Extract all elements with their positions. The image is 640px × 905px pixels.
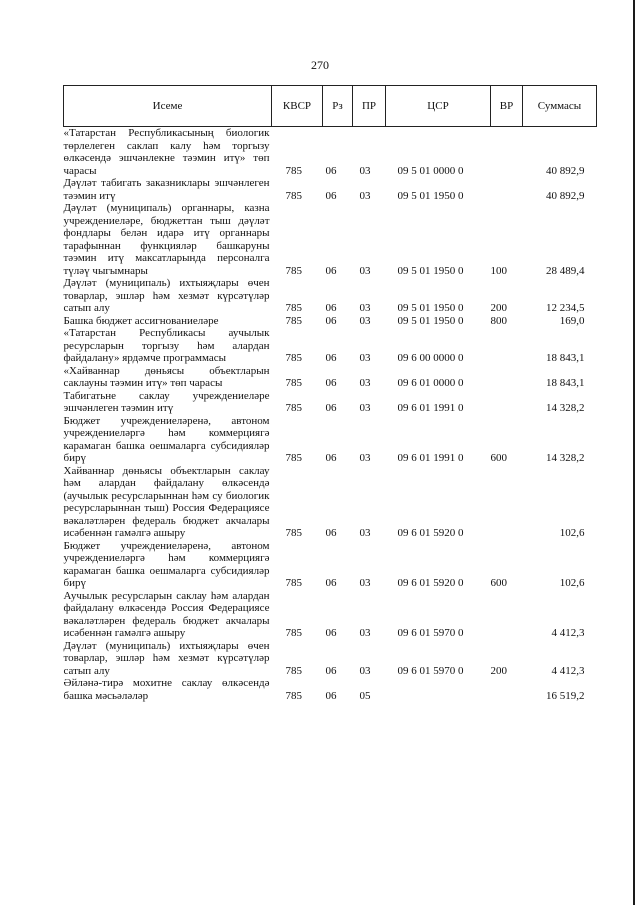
cell-pr: 03 xyxy=(359,264,371,277)
cell-pr: 03 xyxy=(359,402,371,414)
table-row xyxy=(64,315,597,328)
cell-rz: 06 xyxy=(325,352,337,364)
cell-name: Дәүләт (муниципаль) ихтыяҗлары өчен товарлар, эшләр һәм хезмәт күрсәтүләр сатып алу xyxy=(63,277,270,314)
cell-rz: 06 xyxy=(325,452,337,464)
cell-vr xyxy=(491,465,523,540)
cell-rz: 06 xyxy=(325,164,337,177)
cell-csr: 09 6 01 5920 0 xyxy=(397,577,464,589)
cell-rz: 06 xyxy=(325,627,337,639)
cell-sum: 16 519,2 xyxy=(546,689,585,702)
cell-vr xyxy=(491,327,523,365)
cell-csr: 09 5 01 1950 0 xyxy=(397,264,464,277)
cell-rz: 06 xyxy=(325,689,337,702)
cell-csr: 09 6 01 5920 0 xyxy=(397,527,464,539)
cell-pr: 03 xyxy=(359,627,371,639)
cell-vr xyxy=(491,127,523,178)
header-pr: ПР xyxy=(353,86,386,127)
cell-pr: 03 xyxy=(359,527,371,539)
cell-sum: 14 328,2 xyxy=(546,452,585,464)
cell-kvsr: 785 xyxy=(285,627,302,639)
cell-pr: 05 xyxy=(359,689,371,702)
header-sum: Суммасы xyxy=(523,86,597,127)
cell-name: «Хайваннар дөньясы объектларын саклауны тәэмин итү» төп чарасы xyxy=(63,364,270,389)
table-row xyxy=(64,365,597,390)
cell-csr: 09 6 00 0000 0 xyxy=(397,352,464,364)
cell-vr: 100 xyxy=(490,264,507,277)
cell-csr: 09 5 01 1950 0 xyxy=(397,302,464,314)
cell-name: Аучылык ресурсларын саклау һәм алардан файдалану өлкәсендә Россия Федерациясе вәкаләтләрен федераль бюджет акчалары исәбеннән гамәлгә ашыру xyxy=(63,589,270,639)
header-name: Исеме xyxy=(64,86,272,127)
budget-table xyxy=(63,85,597,702)
scan-edge-line xyxy=(633,0,635,905)
cell-name: Дәүләт табигать заказниклары эшчәнлеген тәэмин итү xyxy=(63,177,270,202)
cell-name: Бюджет учреждениеләренә, автоном учреждениеләргә һәм коммерциягә карамаган башка оешмаларга субсидияләр бирү xyxy=(63,414,270,464)
cell-name: Башка бюджет ассигнованиеләре xyxy=(63,314,219,327)
cell-sum: 4 412,3 xyxy=(551,627,585,639)
cell-vr xyxy=(491,365,523,390)
cell-vr xyxy=(491,390,523,415)
cell-csr: 09 5 01 1950 0 xyxy=(397,189,464,202)
cell-sum: 18 843,1 xyxy=(546,352,585,364)
cell-kvsr: 785 xyxy=(285,164,302,177)
cell-pr: 03 xyxy=(359,302,371,314)
table-row xyxy=(64,540,597,590)
cell-vr: 800 xyxy=(490,314,507,327)
cell-kvsr: 785 xyxy=(285,377,302,389)
cell-vr xyxy=(491,590,523,640)
header-rz: Рз xyxy=(323,86,353,127)
cell-kvsr: 785 xyxy=(285,352,302,364)
cell-csr: 09 6 01 1991 0 xyxy=(397,452,464,464)
cell-pr: 03 xyxy=(359,377,371,389)
cell-rz: 06 xyxy=(325,264,337,277)
table-row xyxy=(64,127,597,178)
cell-csr: 09 6 01 1991 0 xyxy=(397,402,464,414)
table-row xyxy=(64,177,597,202)
table-row xyxy=(64,277,597,315)
table-row xyxy=(64,390,597,415)
cell-rz: 06 xyxy=(325,314,337,327)
cell-csr: 09 5 01 0000 0 xyxy=(397,164,464,177)
header-vr: ВР xyxy=(491,86,523,127)
table-row xyxy=(64,465,597,540)
cell-kvsr: 785 xyxy=(285,664,302,677)
cell-sum: 28 489,4 xyxy=(546,264,585,277)
table-row xyxy=(64,415,597,465)
cell-name: «Татарстан Республикасының биологик төрлелеген саклап калу һәм торгызу өлкәсендә эшчәнлекне тәэмин итү» төп чарасы xyxy=(63,127,270,177)
cell-sum: 102,6 xyxy=(559,577,585,589)
cell-csr xyxy=(386,677,491,702)
cell-pr: 03 xyxy=(359,164,371,177)
page-number: 270 xyxy=(311,58,329,72)
cell-sum: 12 234,5 xyxy=(546,302,585,314)
cell-vr: 600 xyxy=(490,577,507,589)
cell-csr: 09 5 01 1950 0 xyxy=(397,314,464,327)
cell-name: «Татарстан Республикасы аучылык ресурсларын торгызу һәм алардан файдалану» ярдәмче программасы xyxy=(63,327,270,364)
cell-rz: 06 xyxy=(325,402,337,414)
cell-pr: 03 xyxy=(359,452,371,464)
cell-rz: 06 xyxy=(325,302,337,314)
table-row xyxy=(64,202,597,277)
cell-csr: 09 6 01 0000 0 xyxy=(397,377,464,389)
cell-name: Дәүләт (муниципаль) органнары, казна учреждениеләре, бюджеттан тыш дәүләт фондлары белән идарә итү органнары тарафыннан функцияләр башкаруны тәэмин итү максатларында персоналга түләү чыгымнары xyxy=(63,202,270,277)
cell-rz: 06 xyxy=(325,377,337,389)
cell-vr: 200 xyxy=(490,664,507,677)
cell-csr: 09 6 01 5970 0 xyxy=(397,627,464,639)
cell-sum: 102,6 xyxy=(559,527,585,539)
cell-kvsr: 785 xyxy=(285,302,302,314)
cell-pr: 03 xyxy=(359,352,371,364)
cell-vr xyxy=(491,677,523,702)
cell-sum: 4 412,3 xyxy=(551,664,585,677)
cell-name: Әйләнә-тирә мохитне саклау өлкәсендә башка мәсьәләләр xyxy=(63,677,270,702)
table-row xyxy=(64,327,597,365)
cell-pr: 03 xyxy=(359,577,371,589)
table-body xyxy=(64,127,597,703)
cell-kvsr: 785 xyxy=(285,527,302,539)
table-row xyxy=(64,677,597,702)
cell-sum: 40 892,9 xyxy=(546,189,585,202)
cell-pr: 03 xyxy=(359,664,371,677)
cell-rz: 06 xyxy=(325,664,337,677)
cell-sum: 18 843,1 xyxy=(546,377,585,389)
cell-name: Табигатьне саклау учреждениеләре эшчәнлеген тәэмин итү xyxy=(63,389,270,414)
cell-rz: 06 xyxy=(325,527,337,539)
table-row xyxy=(64,590,597,640)
cell-kvsr: 785 xyxy=(285,189,302,202)
cell-name: Дәүләт (муниципаль) ихтыяҗлары өчен товарлар, эшләр һәм хезмәт күрсәтүләр сатып алу xyxy=(63,639,270,677)
cell-csr: 09 6 01 5970 0 xyxy=(397,664,464,677)
table-header xyxy=(64,86,597,127)
table-row xyxy=(64,640,597,678)
cell-vr: 600 xyxy=(490,452,507,464)
header-csr: ЦСР xyxy=(386,86,491,127)
cell-kvsr: 785 xyxy=(285,402,302,414)
cell-name: Бюджет учреждениеләренә, автоном учреждениеләргә һәм коммерциягә карамаган башка оешмаларга субсидияләр бирү xyxy=(63,539,270,589)
cell-sum: 40 892,9 xyxy=(546,164,585,177)
cell-kvsr: 785 xyxy=(285,314,302,327)
cell-kvsr: 785 xyxy=(285,264,302,277)
cell-pr: 03 xyxy=(359,314,371,327)
cell-sum: 169,0 xyxy=(559,314,585,327)
cell-pr: 03 xyxy=(359,189,371,202)
cell-vr xyxy=(491,177,523,202)
cell-vr: 200 xyxy=(490,302,507,314)
cell-name: Хайваннар дөньясы объектларын саклау һәм алардан файдалану өлкәсендә (аучылык ресурсларыннан һәм су биологик ресурсларыннан тыш) Россия Федерациясе вәкаләтләрен федераль бюджет акчалары исәбеннән гамәлгә ашыру xyxy=(63,464,270,539)
cell-kvsr: 785 xyxy=(285,577,302,589)
header-kvsr: КВСР xyxy=(272,86,323,127)
cell-rz: 06 xyxy=(325,577,337,589)
cell-kvsr: 785 xyxy=(285,452,302,464)
cell-kvsr: 785 xyxy=(285,689,302,702)
cell-rz: 06 xyxy=(325,189,337,202)
cell-sum: 14 328,2 xyxy=(546,402,585,414)
